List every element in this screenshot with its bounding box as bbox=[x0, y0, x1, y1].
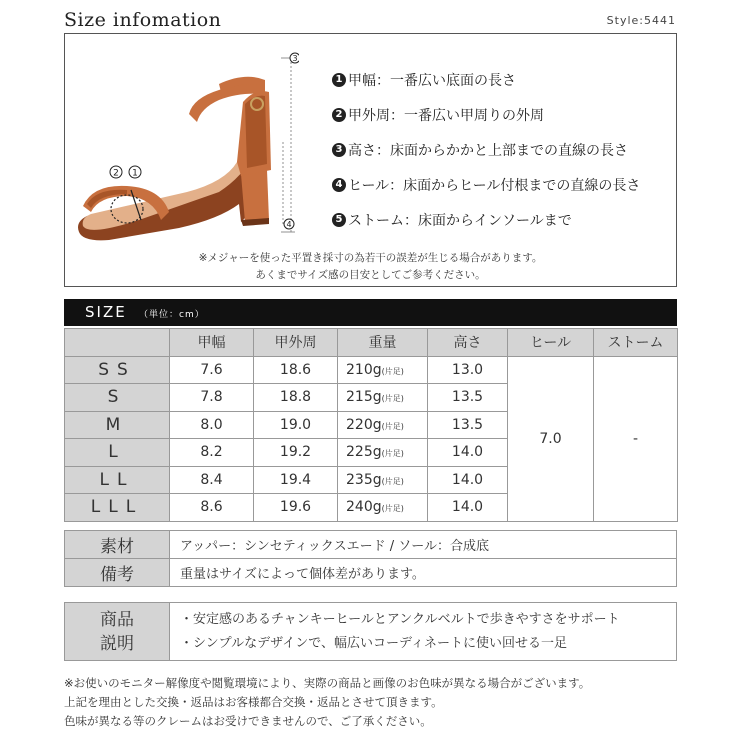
description-label-line: 説明 bbox=[100, 633, 134, 654]
number-badge: 2 bbox=[332, 108, 346, 122]
unit-label: （単位：cm） bbox=[139, 310, 205, 320]
footnote: ※お使いのモニター解像度や閲覧環境により、実際の商品と画像のお色味が異なる場合がございます。 bbox=[64, 676, 591, 690]
shoe-marker-2: 2 bbox=[113, 168, 119, 179]
size-table bbox=[64, 328, 678, 522]
girth-cell: 19.2 bbox=[254, 439, 338, 467]
width-cell: 7.8 bbox=[170, 384, 254, 412]
material-table bbox=[64, 530, 677, 587]
definition-item bbox=[332, 132, 640, 167]
description-label bbox=[65, 603, 170, 661]
heel-cell: 7.0 bbox=[508, 356, 594, 521]
size-cell: S bbox=[65, 384, 170, 412]
shoe-diagram bbox=[69, 44, 299, 244]
girth-cell: 19.0 bbox=[254, 411, 338, 439]
material-row bbox=[65, 531, 677, 559]
header-cell: ヒール bbox=[508, 329, 594, 357]
description-label-line: 商品 bbox=[100, 609, 134, 630]
weight-unit: (片足) bbox=[381, 449, 404, 459]
header-cell: ストーム bbox=[594, 329, 678, 357]
header-cell: 甲幅 bbox=[170, 329, 254, 357]
number-badge: 5 bbox=[332, 213, 346, 227]
header-cell: 甲外周 bbox=[254, 329, 338, 357]
girth-cell: 19.4 bbox=[254, 466, 338, 494]
height-cell: 13.5 bbox=[428, 411, 508, 439]
weight-cell bbox=[338, 356, 428, 384]
weight-unit: (片足) bbox=[381, 394, 404, 404]
number-badge: 1 bbox=[332, 73, 346, 87]
remarks-label: 備考 bbox=[65, 559, 170, 587]
weight-value: 215g bbox=[346, 389, 382, 406]
size-cell: LLL bbox=[65, 494, 170, 522]
size-cell: SS bbox=[65, 356, 170, 384]
weight-unit: (片足) bbox=[381, 366, 404, 376]
sandal-illustration bbox=[69, 44, 299, 244]
remarks-row bbox=[65, 559, 677, 587]
definition-text: 高さ：床面からかかと上部までの直線の長さ bbox=[348, 142, 628, 159]
table-header-row bbox=[65, 329, 678, 357]
description-row bbox=[65, 603, 677, 661]
height-cell: 13.0 bbox=[428, 356, 508, 384]
measurement-note: あくまでサイズ感の目安としてご参考ください。 bbox=[255, 269, 486, 281]
header-cell: 高さ bbox=[428, 329, 508, 357]
weight-value: 240g bbox=[346, 499, 382, 516]
shoe-marker-3: 3 bbox=[292, 54, 298, 63]
shoe-marker-4: 4 bbox=[286, 220, 292, 229]
number-badge: 4 bbox=[332, 178, 346, 192]
shoe-marker-1: 1 bbox=[132, 168, 138, 179]
number-badge: 3 bbox=[332, 143, 346, 157]
width-cell: 8.0 bbox=[170, 411, 254, 439]
girth-cell: 18.8 bbox=[254, 384, 338, 412]
girth-cell: 18.6 bbox=[254, 356, 338, 384]
size-cell: L bbox=[65, 439, 170, 467]
definition-item bbox=[332, 62, 640, 97]
definition-item bbox=[332, 167, 640, 202]
definition-text: ヒール：床面からヒール付根までの直線の長さ bbox=[348, 177, 641, 194]
description-table bbox=[64, 602, 677, 661]
page-title: Size infomation bbox=[64, 9, 222, 31]
height-cell: 14.0 bbox=[428, 494, 508, 522]
weight-unit: (片足) bbox=[381, 421, 404, 431]
width-cell: 8.2 bbox=[170, 439, 254, 467]
weight-cell bbox=[338, 466, 428, 494]
footnote: 上記を理由とした交換・返品はお客様都合交換・返品とさせて頂きます。 bbox=[64, 695, 443, 709]
material-value: アッパー：シンセティックスエード / ソール：合成底 bbox=[170, 531, 677, 559]
definition-item bbox=[332, 97, 640, 132]
description-line: ・シンプルなデザインで、幅広いコーディネートに使い回せる一足 bbox=[180, 635, 567, 651]
size-info-box bbox=[64, 33, 677, 287]
weight-cell bbox=[338, 439, 428, 467]
weight-cell bbox=[338, 411, 428, 439]
definition-text: ストーム：床面からインソールまで bbox=[348, 212, 572, 229]
material-label: 素材 bbox=[65, 531, 170, 559]
height-cell: 14.0 bbox=[428, 466, 508, 494]
header-cell: 重量 bbox=[338, 329, 428, 357]
description-line: ・安定感のあるチャンキーヒールとアンクルベルトで歩きやすさをサポート bbox=[180, 611, 620, 627]
description-value bbox=[170, 603, 677, 661]
definition-text: 甲幅：一番広い底面の長さ bbox=[348, 72, 516, 89]
weight-value: 225g bbox=[346, 444, 382, 461]
definition-text: 甲外周：一番広い甲周りの外周 bbox=[348, 107, 544, 124]
weight-value: 210g bbox=[346, 361, 382, 378]
header-cell bbox=[65, 329, 170, 357]
definition-item bbox=[332, 202, 640, 237]
size-heading: SIZE bbox=[85, 303, 127, 321]
remarks-value: 重量はサイズによって個体差があります。 bbox=[170, 559, 677, 587]
weight-value: 235g bbox=[346, 471, 382, 488]
weight-cell bbox=[338, 384, 428, 412]
storm-cell: - bbox=[594, 356, 678, 521]
width-cell: 7.6 bbox=[170, 356, 254, 384]
size-cell: M bbox=[65, 411, 170, 439]
weight-unit: (片足) bbox=[381, 476, 404, 486]
girth-cell: 19.6 bbox=[254, 494, 338, 522]
measurement-note: ※メジャーを使った平置き採寸の為若干の誤差が生じる場合があります。 bbox=[198, 252, 543, 264]
style-code: Style:5441 bbox=[606, 14, 676, 27]
footnote: 色味が異なる等のクレームはお受けできませんので、ご了承ください。 bbox=[64, 714, 432, 728]
weight-cell bbox=[338, 494, 428, 522]
size-section-header bbox=[64, 299, 677, 326]
height-cell: 14.0 bbox=[428, 439, 508, 467]
measurement-definitions bbox=[332, 62, 640, 237]
weight-unit: (片足) bbox=[381, 504, 404, 514]
width-cell: 8.6 bbox=[170, 494, 254, 522]
table-row bbox=[65, 356, 678, 384]
width-cell: 8.4 bbox=[170, 466, 254, 494]
weight-value: 220g bbox=[346, 416, 382, 433]
height-cell: 13.5 bbox=[428, 384, 508, 412]
size-cell: LL bbox=[65, 466, 170, 494]
